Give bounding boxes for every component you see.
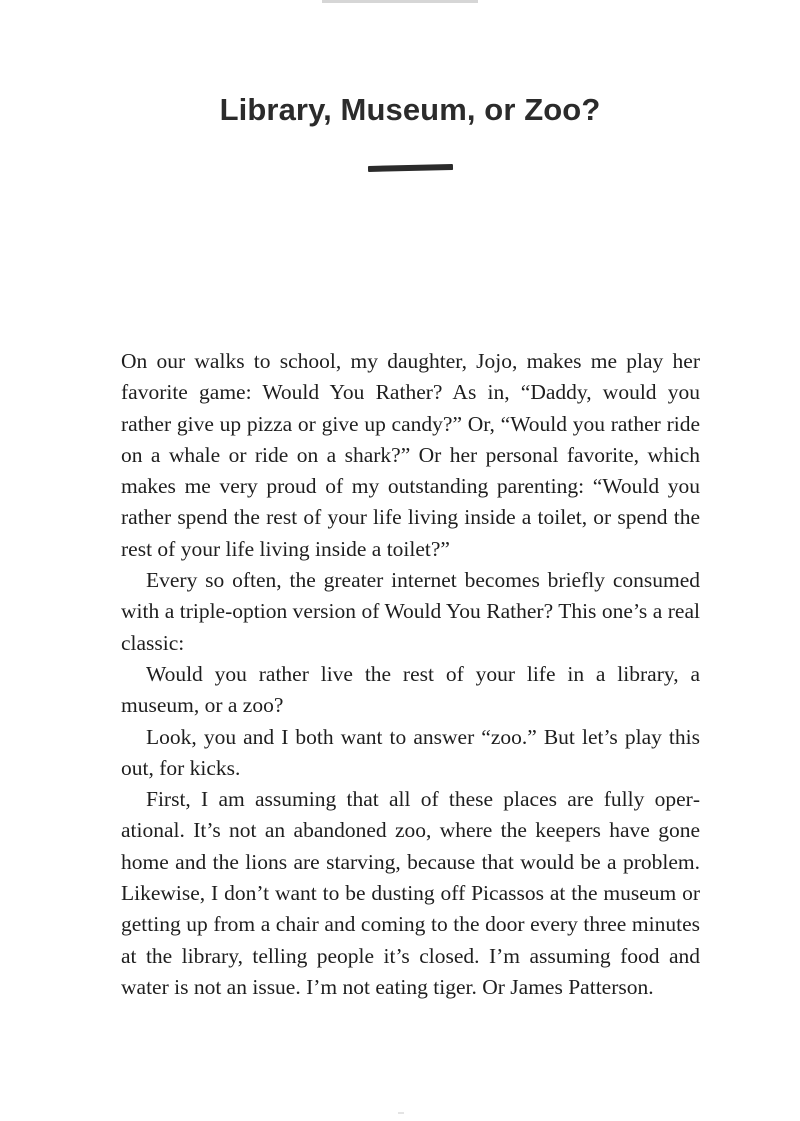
paragraph-4: Look, you and I both want to answer “zoo.” But let’s play this out, for kicks. [121,724,700,780]
top-edge-rule [322,0,478,3]
paragraph-5: First, I am assuming that all of these places are fully operational. It’s not an abandoned zoo, where the keepers have gone home and the lions are starving, because that would be a problem. Likewise, I don’t want to be dusting off Picassos at the museum or getting up from a chair and coming to the door every three minutes at the library, telling people it’s closed. I’m assuming food and water is not an issue. I’m not eating tiger. Or James Patterson. [121,787,700,999]
paragraph-1: On our walks to school, my daughter, Jojo, makes me play her favorite game: Would You Rather? As in, “Daddy, would you rather give up pizza or give up candy?” Or, “Would you rather ride on a whale or ride on a shark?” Or her personal favorite, which makes me very proud of my outstanding parenting: “Would you rather spend the rest of your life living inside a toilet, or spend the rest of your life living inside a toilet?” [121,349,700,561]
title-underline-rule [368,164,453,172]
chapter-body [121,346,700,1003]
chapter-title: Library, Museum, or Zoo? [219,92,601,127]
paragraph-3: Would you rather live the rest of your life in a library, a museum, or a zoo? [121,661,700,718]
paragraph-2: Every so often, the greater internet becomes briefly consumed with a triple-option version of Would You Rather? This one’s a real classic: [121,568,700,655]
bottom-edge-mark [398,1112,404,1114]
